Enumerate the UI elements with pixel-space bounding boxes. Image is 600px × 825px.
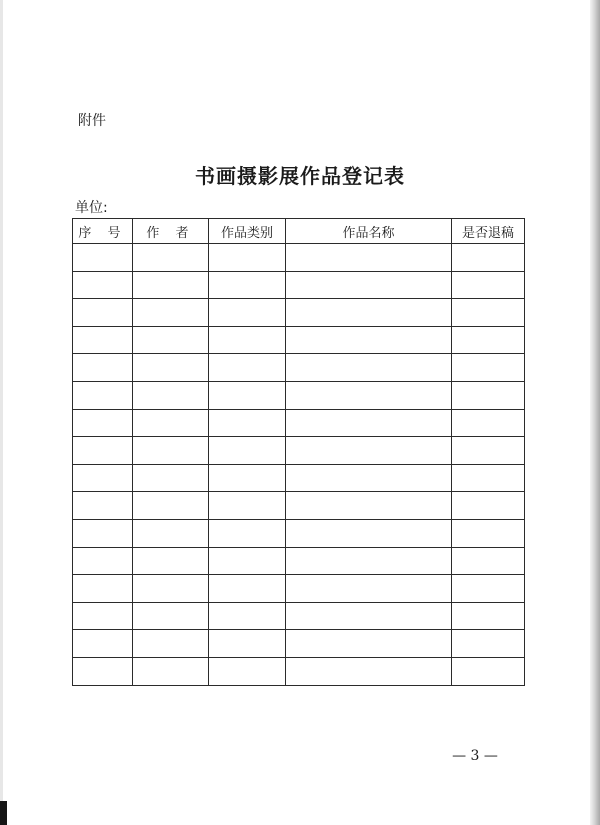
table-row <box>73 437 525 465</box>
cell-serial-number <box>73 602 133 630</box>
cell-work-category <box>209 299 286 327</box>
cell-author <box>133 657 209 685</box>
cell-serial-number <box>73 354 133 382</box>
cell-returned <box>452 326 525 354</box>
cell-returned <box>452 409 525 437</box>
header-returned: 是否退稿 <box>452 219 525 244</box>
cell-author <box>133 381 209 409</box>
cell-work-category <box>209 464 286 492</box>
cell-work-name <box>286 519 452 547</box>
cell-work-name <box>286 354 452 382</box>
cell-serial-number <box>73 299 133 327</box>
cell-author <box>133 437 209 465</box>
cell-serial-number <box>73 271 133 299</box>
cell-work-name <box>286 271 452 299</box>
table-row <box>73 326 525 354</box>
cell-work-category <box>209 547 286 575</box>
cell-serial-number <box>73 657 133 685</box>
cell-work-name <box>286 381 452 409</box>
cell-serial-number <box>73 326 133 354</box>
cell-work-category <box>209 519 286 547</box>
cell-work-name <box>286 602 452 630</box>
cell-serial-number <box>73 381 133 409</box>
table-row <box>73 547 525 575</box>
cell-work-category <box>209 575 286 603</box>
cell-returned <box>452 657 525 685</box>
header-serial-number: 序 号 <box>73 219 133 244</box>
cell-work-category <box>209 381 286 409</box>
cell-serial-number <box>73 409 133 437</box>
cell-serial-number <box>73 575 133 603</box>
cell-author <box>133 519 209 547</box>
cell-returned <box>452 437 525 465</box>
cell-work-category <box>209 409 286 437</box>
cell-author <box>133 492 209 520</box>
table-header-row <box>73 219 525 244</box>
table-row <box>73 409 525 437</box>
cell-serial-number <box>73 630 133 658</box>
cell-work-name <box>286 492 452 520</box>
cell-author <box>133 354 209 382</box>
cell-work-category <box>209 602 286 630</box>
table-row <box>73 381 525 409</box>
cell-work-name <box>286 437 452 465</box>
cell-work-category <box>209 437 286 465</box>
table-row <box>73 492 525 520</box>
registration-table <box>72 218 525 686</box>
cell-work-name <box>286 575 452 603</box>
cell-work-category <box>209 354 286 382</box>
cell-author <box>133 244 209 272</box>
cell-serial-number <box>73 464 133 492</box>
table-row <box>73 657 525 685</box>
scan-left-edge <box>0 0 3 825</box>
cell-returned <box>452 630 525 658</box>
cell-returned <box>452 271 525 299</box>
cell-serial-number <box>73 492 133 520</box>
table-row <box>73 575 525 603</box>
cell-author <box>133 299 209 327</box>
cell-author <box>133 575 209 603</box>
cell-returned <box>452 244 525 272</box>
cell-returned <box>452 464 525 492</box>
cell-work-name <box>286 299 452 327</box>
scan-corner-mark <box>0 801 7 825</box>
cell-work-name <box>286 326 452 354</box>
cell-author <box>133 409 209 437</box>
header-work-name: 作品名称 <box>286 219 452 244</box>
form-title: 书画摄影展作品登记表 <box>195 164 405 188</box>
cell-returned <box>452 575 525 603</box>
cell-work-name <box>286 547 452 575</box>
table-row <box>73 354 525 382</box>
cell-author <box>133 326 209 354</box>
table-row <box>73 519 525 547</box>
page-number: — 3 — <box>452 748 498 764</box>
cell-serial-number <box>73 244 133 272</box>
cell-author <box>133 547 209 575</box>
cell-returned <box>452 299 525 327</box>
unit-label: 单位: <box>75 200 108 216</box>
cell-serial-number <box>73 437 133 465</box>
cell-work-category <box>209 492 286 520</box>
cell-work-name <box>286 409 452 437</box>
cell-author <box>133 464 209 492</box>
cell-work-category <box>209 657 286 685</box>
header-work-category: 作品类别 <box>209 219 286 244</box>
cell-work-category <box>209 271 286 299</box>
table-row <box>73 464 525 492</box>
cell-serial-number <box>73 519 133 547</box>
cell-returned <box>452 354 525 382</box>
cell-work-category <box>209 244 286 272</box>
cell-work-name <box>286 657 452 685</box>
cell-work-name <box>286 464 452 492</box>
cell-work-name <box>286 630 452 658</box>
table-row <box>73 271 525 299</box>
header-author: 作 者 <box>133 219 209 244</box>
cell-returned <box>452 519 525 547</box>
table-row <box>73 602 525 630</box>
attachment-label: 附件 <box>78 113 106 129</box>
cell-returned <box>452 547 525 575</box>
table-row <box>73 630 525 658</box>
cell-returned <box>452 602 525 630</box>
cell-returned <box>452 492 525 520</box>
table-row <box>73 299 525 327</box>
table-row <box>73 244 525 272</box>
cell-author <box>133 602 209 630</box>
cell-author <box>133 630 209 658</box>
cell-returned <box>452 381 525 409</box>
scan-right-edge <box>590 0 600 825</box>
cell-work-name <box>286 244 452 272</box>
cell-serial-number <box>73 547 133 575</box>
table-body <box>73 244 525 686</box>
cell-author <box>133 271 209 299</box>
cell-work-category <box>209 326 286 354</box>
cell-work-category <box>209 630 286 658</box>
